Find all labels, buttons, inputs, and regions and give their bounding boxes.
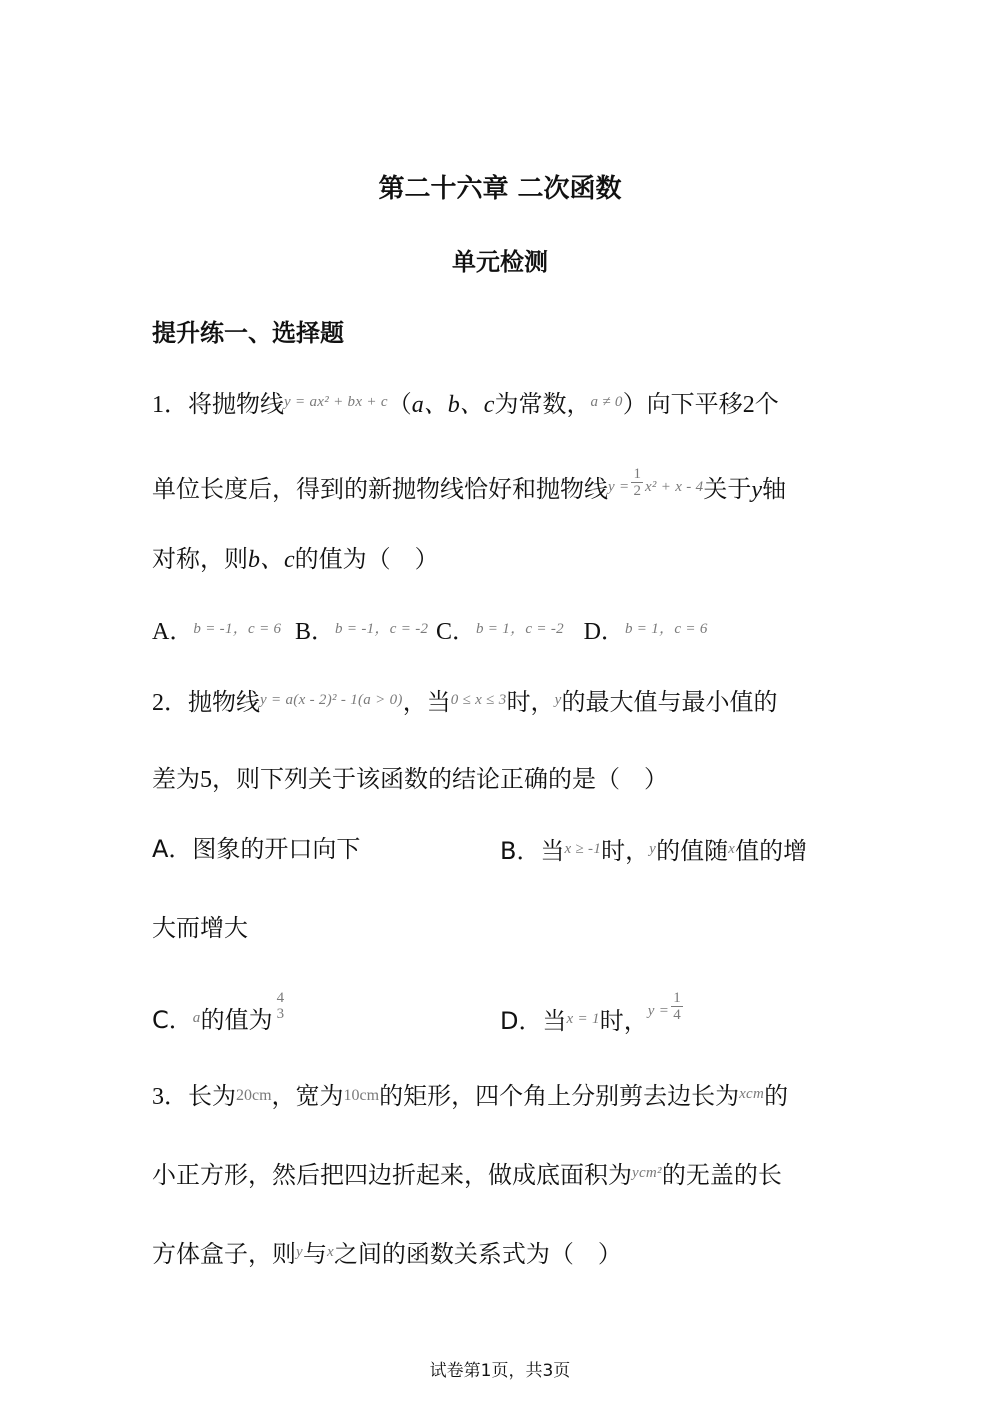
q2-line-1: 2．抛物线$^{y = a(x - 2)^2 - 1(a > 0)}$，当$^{0 \le x \le 3}$时，$^y$的最大值与最小值的 <box>152 688 778 716</box>
q1-option-c: b = 1，c = -2 <box>475 621 564 637</box>
q1-option-b-label: B． <box>294 619 335 645</box>
q3-line-1: 3．长为20cm，宽为10cm的矩形，四个角上分别剪去边长为$^{xcm}$的 <box>152 1082 789 1110</box>
q3-line-2: 小正方形，然后把四边折起来，做成底面积为$^{ycm^2}$的无盖的长 <box>152 1161 782 1189</box>
page-title: 第二十六章 二次函数 <box>378 174 622 204</box>
q2-option-b: B．当$^{x \ge -1}$时，$^y$的值随$^x$值的增 <box>500 837 808 865</box>
q2-option-c: C．$^a$的值为 4 3 <box>152 990 285 1034</box>
q1-option-c-label: C． <box>435 619 476 645</box>
q2-equation: y = a(x - 2)² - 1(a > 0) <box>260 692 403 708</box>
page-subtitle: 单元检测 <box>452 248 548 276</box>
page-footer: 试卷第1页，共3页 <box>429 1361 571 1381</box>
q1-option-d-label: D． <box>583 619 625 645</box>
q1-text: 将抛物线 <box>188 390 284 418</box>
q2-number: 2． <box>152 690 188 716</box>
q1-options <box>152 615 708 646</box>
q1-fraction: $\frac{1}{2}$ <box>633 466 641 499</box>
q1-option-a: b = -1，c = 6 <box>193 621 282 637</box>
q1-option-b: b = -1，c = -2 <box>335 621 429 637</box>
q1-line-3: 对称，则b、c的值为（ ） <box>152 545 439 573</box>
q1-line-1: 1．将抛物线$^{y = ax^2 + bx + c}$（a、b、c为常数，$^{a \ne 0}$）向下平移2个 <box>152 390 779 418</box>
q2-line-2: 差为5，则下列关于该函数的结论正确的是（ ） <box>152 765 668 793</box>
q3-number: 3． <box>152 1084 188 1110</box>
q1-axis-name: y <box>751 477 763 503</box>
q2-range: 0 ≤ x ≤ 3 <box>450 692 507 708</box>
q2-option-c-fraction: 4 3 <box>276 990 285 1022</box>
q1-coefficients: a、b、c <box>411 392 495 418</box>
q1-line-2: 单位长度后，得到的新抛物线恰好和抛物线$^{y =}$ $\frac{1}{2}$ $^{x^2 + x - 4}$关于y轴 <box>152 466 787 503</box>
q1-number: 1． <box>152 392 188 418</box>
q2-option-b-line-2: 大而增大 <box>152 914 248 942</box>
q1-option-a-label: A． <box>152 619 194 645</box>
q1-option-d: b = 1，c = 6 <box>624 621 708 637</box>
q1-equation-2: y = <box>608 479 630 495</box>
q2-option-d: D．当$^{x = 1}$时，$^{y =}$ $\frac{1}{4}$ <box>500 990 681 1035</box>
q2-option-d-fraction: $\frac{1}{4}$ <box>673 990 681 1023</box>
q2-option-a: A．图象的开口向下 <box>152 835 361 863</box>
section-heading: 提升练一、选择题 <box>152 319 344 347</box>
q1-equation: y = ax² + bx + c <box>284 394 388 410</box>
q1-condition: a ≠ 0 <box>590 394 623 410</box>
q3-line-3: 方体盒子，则$^y$与$^x$之间的函数关系式为（ ） <box>152 1240 622 1268</box>
